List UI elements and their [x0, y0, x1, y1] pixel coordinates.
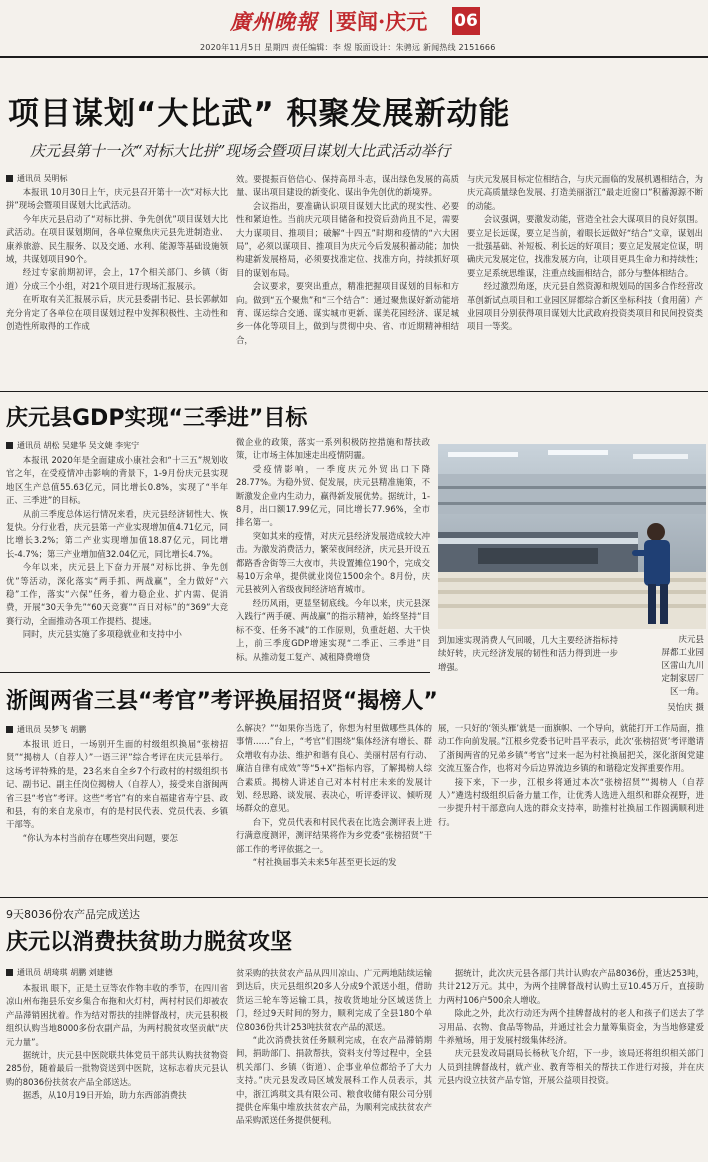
factory-photo	[438, 444, 706, 629]
paragraph: 受疫情影响，一季度庆元外贸出口下降28.77%。为稳外贸、促发展，庆元县精准施策，不断激发企业内生动力，赢得新发展优势。据统计，1-8月，出口额17.99亿元，同比增长77.96%，全市排名第一。	[236, 463, 430, 528]
caption-line: 屏都工业园	[661, 648, 704, 658]
paragraph: 据统计，此次庆元县各部门共计认购农产品8036份，重达253吨，共计212万元。其中，为两个挂牌督战村认购土豆10.45万斤，直接助力两村106户500余人增收。	[438, 968, 704, 1005]
paragraph: 从前三季度总体运行情况来看，庆元县经济韧性大、恢复快。分行业看，庆元县第一产业实现增加值4.71亿元，同比增长3.2%；第二产业实现增加值18.87亿元，同比增长-4.7%；第三产业增加值32.04亿元，同比增长4.7%。	[6, 508, 228, 559]
paragraph: 本报讯 眼下，正是土豆等农作物丰收的季节，在四川省凉山州布拖县乐安乡集合布拖和火灯村，两村村民们却被农产品滞销困扰着。作为结对帮扶的挂牌督战村，庆元县积极组织认购当地8000多份农副产品，为两村脱贫攻坚贡献“庆元力量”。	[6, 983, 228, 1047]
article2-col1	[6, 454, 228, 656]
paragraph: 据统计，庆元县中医院联共体党员干部共认购扶贫物资285份，随着最后一批物资送到中医院，这标志着庆元县认购的8036份扶贫农产品全部送达。	[6, 1050, 228, 1087]
caption-line: 区一角。	[669, 687, 704, 697]
caption-line: 庆元县	[678, 635, 704, 645]
byline-text: 通讯员 胡松 吴建华 吴文婕 李宪宁	[17, 441, 140, 450]
paragraph: 台下，党员代表和村民代表在比选会测评表上进行满意度测评，测评结果将作为乡党委“张榜招贤”干部工作的考评依据之一。	[236, 816, 432, 854]
article1-headline: 项目谋划“大比武” 积聚发展新动能	[8, 96, 511, 132]
dateline: 2020年11月5日 星期四 责任编辑：李 煜 版面设计：朱骋远 新闻热线 2151666	[200, 43, 496, 52]
article4-col3	[438, 967, 704, 1158]
article2-headline: 庆元县GDP实现“三季进”目标	[6, 406, 308, 431]
paragraph: 会议指出，要准确认识项目谋划大比武的现实性、必要性和紧迫性。当前庆元项目储备和投资后劲尚且不足，需要大力谋项目、推项目；破解“十四五”时期和疫情的“六大困局”，必须以谋项目、推项目为庆元今后发展积蓄动能；加快构建新发展格局，必须要找准定位、找准方向，持续抓好项目的谋划布局。	[236, 200, 459, 278]
paragraph: 到加速实现消费人气回暖，几大主要经济指标持续好转，庆元经济发展的韧性和活力得到进一步增强。	[438, 635, 618, 672]
paragraph: 突如其来的疫情，对庆元县经济发展造成较大冲击。为激发消费活力，繁荣夜间经济，庆元县开设五都路香舍街等三大夜市，共设置摊位190个，完成交易10万余单，提供就业岗位1500余个。8月份，庆元县被列入省级夜间经济培育城市。	[236, 530, 430, 595]
paragraph: 本报讯 10月30日上午，庆元县召开第十一次“对标大比拼”现场会暨项目谋划大比武活动。	[6, 187, 228, 211]
article2-byline	[6, 440, 139, 451]
paragraph: 贫采购的扶贫农产品从四川凉山、广元两地陆续运输到达后，庆元县组织20多人分成9个派送小组，借助货运三轮车等运输工具，按收货地址分区域送货上门，经过9天时间的努力，顺利完成了全县180个单位8036份共计253吨扶贫农产品的派送。	[236, 968, 432, 1032]
paragraph: 今年以来，庆元县上下奋力开展“对标比拼、争先创优”等活动，深化落实“两手抓、两战赢”，全力做好“六稳”工作，落实“六保”任务，着力稳企业、扩内需、促消费，开展“30天争先”“60天竞赛”“百日对标”的“369”大竞赛行动，全面推动各项工作提档、提速。	[6, 562, 228, 626]
caption-line: 区雷山九川	[661, 661, 704, 671]
paragraph: 同时，庆元县实施了多项稳就业和支持中小	[22, 629, 182, 640]
article3-byline	[6, 724, 86, 735]
byline-marker-icon	[6, 442, 13, 449]
article2-col3	[438, 634, 618, 678]
paragraph: 效。要提振百倍信心、保持高昂斗志，谋出绿色发展的高质量、谋出项目建设的新变化、谋出争先创优的新境界。	[236, 174, 459, 198]
article1-col3	[467, 173, 703, 378]
paragraph: “你认为本村当前存在哪些突出问题，要怎	[22, 832, 178, 843]
paragraph: 么解决？”“如果你当选了，你想为村里做哪些具体的事情……”台上，“考官”们围绕“集体经济有增长、群众增收有办法、维护和谐有良心、美丽村居有行动、廉洁自律有成效”等“5+X”指标内容，了解揭榜人综合素质。揭榜人讲述自己对本村村庄未来的发展计划、经思路、谈发展、表决心，听评委评议、倾听现场群众的意见。	[236, 723, 432, 814]
paragraph: 今年庆元县启动了“对标比拼、争先创优”项目谋划大比武活动。在项目谋划期间，各单位聚焦庆元县先进制造业、康养旅游、民生服务、以及交通、水利、能源等基础设施领域，共谋划项目90个。	[6, 213, 228, 265]
article4-kicker: 9天8036份农产品完成送达	[6, 908, 140, 921]
section-title: 要闻·庆元	[336, 9, 428, 34]
article3-col3	[438, 722, 704, 890]
article3-col2	[236, 722, 432, 890]
article4-byline	[6, 967, 113, 978]
paragraph: 本报讯 2020年是全面建成小康社会和“十三五”规划收官之年，在受疫情冲击影响的背景下，1-9月份庆元县实现地区生产总值55.63亿元，同比增长0.8%，实现了“半年正、三季进”的目标。	[6, 455, 228, 506]
caption-line: 定制家居厂	[661, 674, 704, 684]
masthead-divider	[330, 10, 332, 32]
paragraph: 微企业的政策，落实一系列积极防控措施和帮扶政策，让市场主体加速走出疫情阴霾。	[236, 437, 430, 461]
byline-marker-icon	[6, 726, 13, 733]
paragraph: 经历风雨，更显坚韧底线。今年以来，庆元县深入践行“两手硬、两战赢”的指示精神，始终坚持“目标不变、任务不减”的工作原则，负重赶超、大干快上，前三季度GDP增速实现“二季正、三季进”目标。从推动复工复产、减租降费增贷	[236, 597, 430, 662]
article1-subhead: 庆元县第十一次“对标大比拼”现场会暨项目谋划大比武活动举行	[30, 142, 451, 160]
paragraph: 庆元县发改局副局长杨秋飞介绍，下一步，该局还将组织相关部门人员到挂牌督战村，就产业、教育等相关的帮扶工作进行对接，并在庆元县内设立扶贫产品专馆，开展公益项目投资。	[438, 1048, 704, 1086]
article3-col1	[6, 738, 228, 890]
article3-headline: 浙闽两省三县“考官”考评换届招贤“揭榜人”	[6, 689, 438, 714]
paragraph: 与庆元发展目标定位相结合，与庆元面临的发展机遇相结合，为庆元高质量绿色发展、打造美丽浙江“最走近窗口”积蓄源源不断的动能。	[467, 174, 703, 211]
header-rule	[0, 56, 708, 58]
factory-photo-image	[438, 444, 706, 629]
paragraph: 除此之外，此次行动还为两个挂牌督战村的老人和孩子们送去了学习用品、衣物、食品等物品，并通过社会力量筹集资金，为当地修建爱牛养殖场，用于发展村级集体经济。	[438, 1008, 704, 1046]
paragraph: 会议强调，要激发动能，营造全社会大谋项目的良好氛围。要立足长远谋，要立足当前，着眼长远做好“结合”文章，谋划出一批强基础、补短板、利长远的好项目；要立足发展定位谋，明确庆元发展定位，找准发展方向，让项目更具生命力和持续性；要立足系统思维谋，注重点线面相结合，部分与整体相结合。	[467, 214, 703, 278]
paragraph: 接下来，下一步，江根乡将通过本次“张榜招贤”“揭榜人（自荐人）”遴选村级组织后备力量工作，让优秀人选进入组织和群众视野，进一步提升村干部意向人选的群众支持率，助推村社换届工作圆满顺利进行。	[438, 776, 704, 827]
section-rule	[0, 672, 430, 673]
photo-caption	[624, 634, 704, 699]
paragraph: 本报讯 近日，一场别开生面的村级组织换届“张榜招贤”“揭榜人（自荐人）”一语三评”综合考评在庆元县举行。这场考评特殊的是，23名来自全乡7个行政村的村级组织书记、副书记、副主任岗位揭榜人（自荐人），接受来自浙闽两省三县“考官”考评。这些“考官”有的来自福建省寿宁县、政和县，有的来自龙泉市，有的是村民代表、党员代表、乡镇干部等。	[6, 739, 228, 830]
paragraph: “此次消费扶贫任务顺利完成，在农产品滞销期间，捐助部门、捐款帮扶，资料支付等过程中，全县机关部门、乡镇（街道）、企事业单位都给予了大力支持。”庆元县发改局区域发展科工作人员表示，其中，浙江鸿琪文具有限公司、粮食收储有限公司分别提供仓库集中堆放扶贫农产品，为顺利完成扶贫农产品采购派送任务提供便利。	[236, 1035, 432, 1126]
newspaper-logo: 廣州晚報	[230, 9, 318, 34]
byline-text: 通讯员 胡琦琪 胡鹏 刘建德	[17, 968, 113, 977]
page-number-badge: 06	[452, 7, 480, 35]
paragraph: “村社换届事关未来5年甚至更长远的发	[252, 857, 397, 868]
paragraph: 据悉，从10月19日开始，助力东西部消费扶	[22, 1090, 187, 1101]
section-rule	[0, 897, 708, 898]
byline-marker-icon	[6, 969, 13, 976]
article4-col1	[6, 982, 228, 1158]
photo-credit: 吴怡庆 摄	[667, 703, 704, 713]
byline-marker-icon	[6, 175, 13, 182]
section-rule	[0, 391, 708, 392]
article2-col2	[236, 436, 430, 662]
byline-text: 通讯员 吴明标	[17, 174, 68, 183]
article4-headline: 庆元以消费扶贫助力脱贫攻坚	[6, 930, 293, 955]
paragraph: 在听取有关汇报展示后，庆元县委副书记、县长郭献如充分肯定了各单位在项目谋划过程中发挥积极性、主动性和创造性所取得的工作成	[6, 294, 228, 332]
byline-text: 通讯员 吴梦飞 胡鹏	[17, 725, 87, 734]
paragraph: 展，一只好的‘领头雁’就是一面旗帜、一个导向，就能打开工作局面，推动工作向前发展。”江根乡党委书记叶昌平表示，此次‘张榜招贤’考评邀请了浙闽两省的兄弟乡镇“考官”过来一起为村社换届把关，深化浙闽党建交流互鉴合作，也将对今后边界流边乡镇的和谐稳定发挥重要作用。	[438, 723, 704, 774]
paragraph: 经过激烈角逐，庆元县自然资源和规划局的国多合作经营改革创新试点项目和工业园区屏都综合新区坐标科技（食用菌）产业园项目分别获得项目谋划大比武政府投资类项目和民间投资类项目一等奖。	[467, 281, 703, 332]
article4-col2	[236, 967, 432, 1158]
paragraph: 会议要求，要突出重点，精准把握项目谋划的目标和方向。做到“五个聚焦”和“三个结合”：通过聚焦谋好新动能培育、谋运综合交通、谋实城市更新、谋美花园经济、谋足城乡一体化等项目上，做到与贯彻中央、省、市近期精神相结合，	[236, 281, 459, 345]
paragraph: 经过专家前期初评，会上，17个相关部门、乡镇（街道）分成三个小组，对21个项目进行现场汇报展示。	[6, 267, 228, 291]
article1-col1	[6, 186, 228, 378]
article1-col2	[236, 173, 459, 378]
article1-byline	[6, 173, 68, 184]
